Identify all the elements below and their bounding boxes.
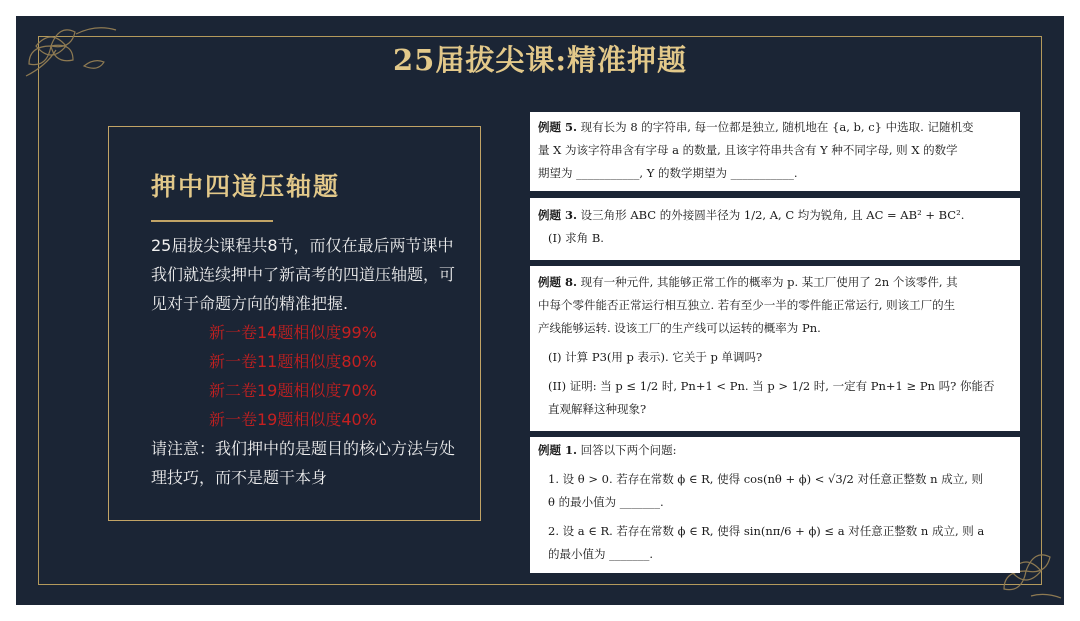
slide — [16, 16, 1064, 605]
problem-subquestion: 2. 设 a ∈ R. 若存在常数 ϕ ∈ R, 使得 sin(nπ/6 + ϕ) ≤ a 对任意正整数 n 成立, 则 a — [548, 524, 985, 538]
problem-text: 现有一种元件, 其能够正常工作的概率为 p. 某工厂使用了 2n 个该零件, 其 — [580, 275, 958, 289]
similarity-item: 新一卷19题相似度40% — [209, 410, 377, 429]
problem-text: θ 的最小值为 _______. — [548, 495, 664, 509]
problem-text: 现有长为 8 的字符串, 每一位都是独立, 随机地在 {a, b, c} 中选取. 记随机变 — [580, 120, 974, 134]
similarity-item: 新一卷14题相似度99% — [209, 323, 377, 342]
similarity-item: 新二卷19题相似度70% — [209, 381, 377, 400]
problem-text: 量 X 为该字符串含有字母 a 的数量, 且该字符串共含有 Y 种不同字母, 则 X 的数学 — [538, 143, 958, 157]
problem-card-1 — [530, 437, 1020, 573]
problem-subquestion: (II) 证明: 当 p ≤ 1/2 时, Pn+1 < Pn. 当 p > 1/2 时, 一定有 Pn+1 ≥ Pn 吗? 你能否 — [548, 379, 995, 393]
problem-subquestion: (I) 计算 P3(用 p 表示). 它关于 p 单调吗? — [548, 350, 763, 364]
summary-heading: 押中四道压轴题 — [151, 172, 341, 201]
problem-text: 的最小值为 _______. — [548, 547, 654, 561]
problem-text: 期望为 ___________, Y 的数学期望为 ___________. — [538, 166, 798, 180]
heading-divider — [151, 220, 273, 222]
problem-card-3 — [530, 198, 1020, 260]
summary-intro: 25届拔尖课程共8节，而仅在最后两节课中我们就连续押中了新高考的四道压轴题，可见对于命题方向的精准把握. — [151, 236, 456, 313]
problem-text: 直观解释这种现象? — [548, 402, 647, 416]
problem-text: 中每个零件能否正常运行相互独立. 若有至少一半的零件能正常运行, 则该工厂的生 — [538, 298, 956, 312]
problem-label: 例题 5. — [538, 120, 578, 134]
problem-label: 例题 3. — [538, 208, 578, 222]
problem-text: 设三角形 ABC 的外接圆半径为 1/2, A, C 均为锐角, 且 AC = AB² + BC². — [580, 208, 965, 222]
summary-panel — [108, 126, 481, 521]
problem-card-5 — [530, 112, 1020, 191]
problem-text: 回答以下两个问题: — [580, 443, 677, 457]
problem-label: 例题 8. — [538, 275, 578, 289]
problem-subquestion: 1. 设 θ > 0. 若存在常数 ϕ ∈ R, 使得 cos(nθ + ϕ) < √3/2 对任意正整数 n 成立, 则 — [548, 472, 984, 486]
similarity-item: 新一卷11题相似度80% — [209, 352, 377, 371]
page-title: 25届拔尖课:精准押题 — [392, 43, 688, 77]
problem-text: 产线能够运转. 设该工厂的生产线可以运转的概率为 Pn. — [538, 321, 821, 335]
summary-note: 请注意：我们押中的是题目的核心方法与处理技巧，而不是题干本身 — [151, 439, 456, 487]
problem-card-8 — [530, 266, 1020, 431]
problem-subquestion: (I) 求角 B. — [548, 231, 604, 245]
problem-label: 例题 1. — [538, 443, 578, 457]
